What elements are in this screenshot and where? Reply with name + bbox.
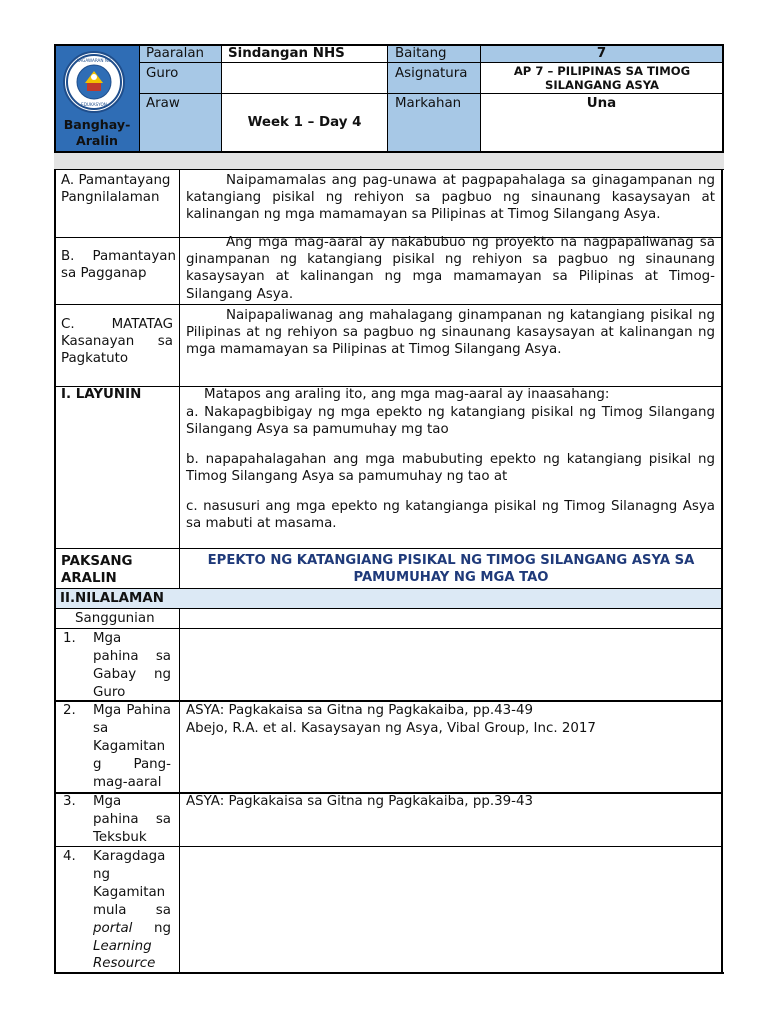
row-b-text: Ang mga mag-aaral ay nakabubuo ng proyekto na nagpapaliwanag sa ginampanan ng katangiang pisikal ng rehiyon sa pagbuo ng sinaunang kasaysayan at kalinangan ng mga mamamayan sa Pilipinas at Timog-Silangang Asya.	[186, 235, 715, 302]
paaralan-label: Paaralan	[146, 46, 205, 61]
logo-caption: Banghay-Aralin	[63, 117, 131, 148]
deped-seal-icon	[63, 51, 125, 113]
baitang-value: 7	[596, 46, 607, 61]
layunin-c: c. nasusuri ang mga epekto ng katangianga pisikal ng Timog Silanagng Asya sa mabuti at masama.	[186, 499, 715, 532]
spacer-bar	[54, 153, 724, 169]
baitang-label: Baitang	[395, 46, 447, 61]
layunin-label: I. LAYUNIN	[61, 387, 142, 402]
araw-label: Araw	[146, 96, 180, 111]
ref-4: 4. Karagdaga ng Kagamitan mula sa portal ng Learning Resource	[63, 849, 171, 972]
layunin-b: b. napapahalagahan ang mga mabubuting epekto ng katangiang pisikal ng Timog Silangang Asya sa pamumuhay ng tao at	[186, 452, 715, 485]
ref-2-value-1: ASYA: Pagkakaisa sa Gitna ng Pagkakaiba, pp.43-49	[186, 703, 533, 718]
ref-3-value: ASYA: Pagkakaisa sa Gitna ng Pagkakaiba, pp.39-43	[186, 794, 533, 809]
araw-value: Week 1 – Day 4	[247, 115, 362, 130]
paaralan-value: Sindangan NHS	[228, 46, 345, 61]
ref-4-label: Karagdaga ng Kagamitan mula sa portal ng Learning Resource	[93, 849, 171, 972]
logo-cell	[55, 45, 139, 152]
ref-2: 2. Mga Pahina sa Kagamitan g Pang-mag-aaral	[63, 703, 171, 790]
svg-text:KAGAWARAN NG: KAGAWARAN NG	[76, 58, 112, 63]
row-b-label: B. Pamantayan sa Pagganap	[61, 249, 176, 282]
sanggunian-label: Sanggunian	[75, 611, 155, 626]
guro-label: Guro	[146, 66, 179, 81]
row-a-label: A. Pamantayang Pangnilalaman	[61, 173, 171, 206]
row-c-label: C. MATATAG Kasanayan sa Pagkatuto	[61, 317, 173, 367]
asignatura-label: Asignatura	[395, 66, 468, 81]
paksang-text: EPEKTO NG KATANGIANG PISIKAL NG TIMOG SILANGANG ASYA SA PAMUMUHAY NG MGA TAO	[207, 553, 695, 585]
paksang-label: PAKSANG ARALIN	[61, 554, 133, 587]
svg-text:EDUKASYON: EDUKASYON	[81, 102, 107, 107]
asignatura-value: AP 7 – PILIPINAS SA TIMOG SILANGANG ASYA	[513, 64, 691, 92]
ref-3-label: Mga pahina sa Teksbuk	[93, 794, 171, 845]
nilalaman-label: II.NILALAMAN	[60, 591, 164, 606]
ref-3: 3. Mga pahina sa Teksbuk	[63, 794, 171, 845]
layunin-a: a. Nakapagbibigay ng mga epekto ng katangiang pisikal ng Timog Silangang Silangang Asya sa pamumuhay mg tao	[186, 405, 715, 438]
ref-2-label: Mga Pahina sa Kagamitan g Pang-mag-aaral	[93, 703, 171, 790]
row-c-text: Naipapaliwanag ang mahalagang ginampanan ng katangiang pisikal ng Pilipinas at ng rehiyon sa pagbuo ng sinaunang kasaysayan at kalinangan ng mga mamamayan sa Pilipinas at Timog Silangang Asya.	[186, 308, 715, 358]
ref-2-value-2: Abejo, R.A. et al. Kasaysayan ng Asya, Vibal Group, Inc. 2017	[186, 721, 596, 736]
row-a-text: Naipamamalas ang pag-unawa at pagpapahalaga sa ginagampanan ng katangiang pisikal ng rehiyon sa pagbuo ng sinaunang kasaysayan at kalinangan ng mga mamamayan sa Pilipinas at Timog Silangang Asya.	[186, 173, 715, 223]
ref-1-label: Mga pahina sa Gabay ng Guro	[93, 631, 171, 700]
markahan-label: Markahan	[395, 96, 462, 111]
layunin-intro: Matapos ang araling ito, ang mga mag-aaral ay inaasahang:	[204, 387, 610, 402]
ref-1: 1. Mga pahina sa Gabay ng Guro	[63, 631, 171, 700]
markahan-value: Una	[586, 96, 617, 111]
